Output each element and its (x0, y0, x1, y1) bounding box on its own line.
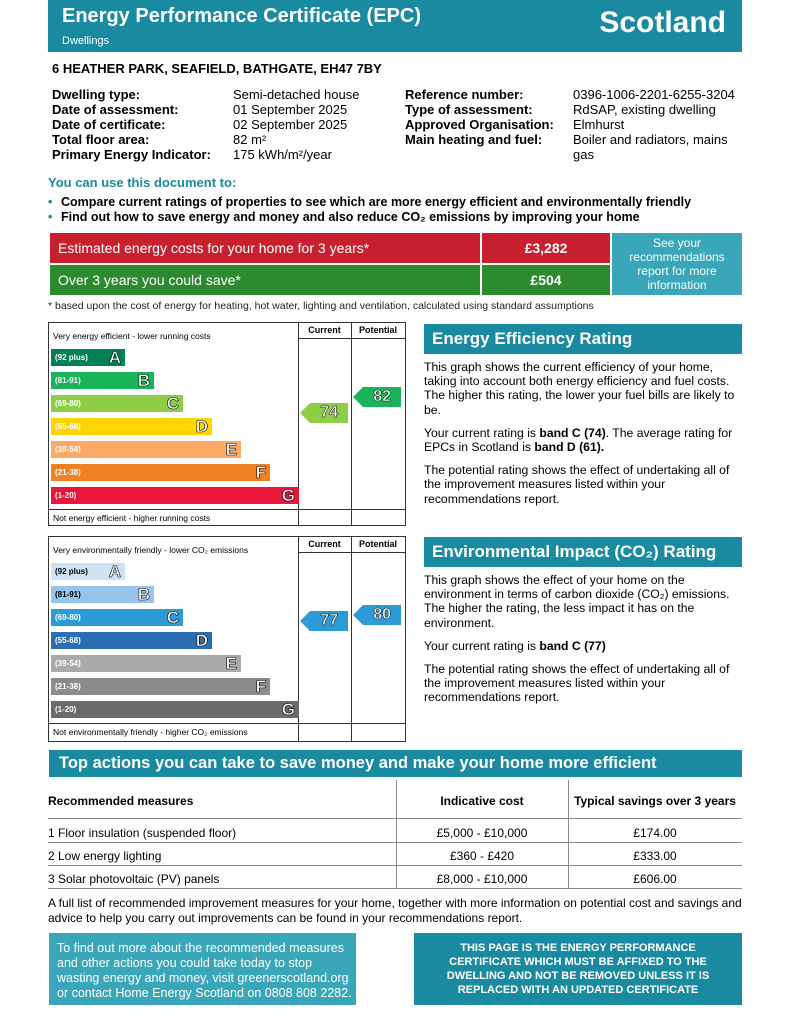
table-row-cost: £8,000 - £10,000 (436, 872, 528, 886)
savings-label: Over 3 years you could save* (58, 272, 241, 288)
eer-p2-c: . The average rating for EPCs in Scotland is (424, 425, 733, 455)
band-range: (1-20) (55, 491, 77, 500)
detail-label: Total floor area: (52, 132, 150, 147)
band-letter: G (281, 700, 295, 719)
rating-band-g (51, 487, 299, 504)
rating-band-c (51, 609, 183, 626)
potential-rating-value: 82 (373, 387, 391, 405)
potential-header: Potential (358, 539, 397, 549)
potential-header: Potential (358, 325, 397, 335)
band-letter: A (108, 562, 121, 581)
current-rating-value: 77 (320, 611, 338, 629)
band-range: (55-68) (55, 422, 81, 431)
rating-band-d (51, 418, 212, 435)
savings-value: £504 (530, 272, 562, 288)
recommendations-note: A full list of recommended improvement measures for your home, together with more information on potential cost and savings and advice to help you carry out improvements can be found in your recommendations report. (48, 896, 742, 925)
detail-value: 02 September 2025 (233, 117, 348, 132)
footer-divider (49, 723, 405, 724)
eir-p2-a: Your current rating is (424, 638, 540, 653)
property-address: 6 HEATHER PARK, SEAFIELD, BATHGATE, EH47 7BY (52, 61, 382, 76)
band-range: (1-20) (55, 705, 77, 714)
potential-rating-value: 80 (373, 606, 391, 623)
details-right (405, 87, 745, 162)
detail-label: Date of certificate: (52, 117, 166, 132)
environmental-impact-chart (48, 536, 406, 742)
detail-label: Approved Organisation: (405, 117, 554, 132)
energy-efficiency-heading: Energy Efficiency Rating (424, 324, 742, 354)
band-letter: C (166, 394, 179, 413)
chart-top-label: Very energy efficient - lower running costs (53, 331, 211, 341)
cost-footnote: * based upon the cost of energy for heating, hot water, lighting and ventilation, calculated using standard assumptions (48, 300, 594, 312)
detail-row (52, 117, 392, 132)
use-bullets (48, 195, 691, 225)
band-range: (39-54) (55, 659, 81, 668)
greener-scotland-box (49, 933, 356, 1005)
band-range: (81-91) (55, 590, 81, 599)
details-left (52, 87, 392, 162)
detail-row (405, 87, 745, 102)
table-row-measure: 3 Solar photovoltaic (PV) panels (48, 872, 220, 886)
current-rating-pointer (300, 403, 348, 423)
savings-header: Typical savings over 3 years (574, 794, 736, 808)
eer-p2-a: Your current rating is (424, 425, 540, 440)
detail-label: Date of assessment: (52, 102, 179, 117)
row-line (48, 818, 742, 819)
table-row-measure: 1 Floor insulation (suspended floor) (48, 826, 237, 840)
chart-bottom-label: Not environmentally friendly - higher CO₂ emissions (53, 727, 248, 737)
detail-row (52, 102, 392, 117)
rating-band-d (51, 632, 212, 649)
rating-band-c (51, 395, 183, 412)
band-letter: E (225, 654, 237, 673)
detail-value: 0396-1006-2201-6255-3204 (573, 87, 735, 102)
band-letter: B (137, 585, 150, 604)
environmental-impact-text (424, 573, 742, 714)
region-label: Scotland (599, 6, 726, 39)
see-recommendations-text: See your recommendations report for more information (629, 236, 725, 292)
eer-paragraph-3: The potential rating shows the effect of undertaking all of the improvement measures listed within your recommendations report. (424, 463, 730, 506)
band-range: (21-38) (55, 468, 81, 477)
eer-current-band: band C (74) (539, 425, 606, 440)
header-divider (298, 338, 405, 339)
detail-row (52, 147, 392, 162)
eir-paragraph-2 (424, 639, 742, 653)
footer-divider (49, 509, 405, 510)
top-actions-heading (49, 750, 742, 777)
current-header: Current (308, 539, 341, 549)
certificate-subtitle: Dwellings (62, 35, 110, 47)
table-row-cost: £360 - £420 (449, 849, 515, 863)
band-range: (92 plus) (55, 567, 88, 576)
table-row-measure: 2 Low energy lighting (48, 849, 162, 863)
energy-efficiency-text (424, 360, 742, 515)
environmental-impact-heading: Environmental Impact (CO₂) Rating (424, 537, 742, 567)
certificate-notice-box (414, 933, 742, 1005)
detail-row (405, 117, 745, 132)
band-range: (69-80) (55, 613, 81, 622)
band-range: (92 plus) (55, 353, 88, 362)
estimated-cost-value: £3,282 (524, 240, 568, 256)
detail-row (405, 102, 745, 117)
chart-bottom-label: Not energy efficient - higher running costs (53, 513, 211, 523)
eer-paragraph-1: This graph shows the current efficiency of your home, taking into account both energy efficiency and fuel costs. The higher this rating, the lower your fuel bills are likely to be. (424, 360, 735, 417)
band-letter: A (108, 348, 121, 367)
band-letter: F (255, 677, 266, 696)
band-letter: B (137, 371, 150, 390)
column-divider (351, 323, 352, 525)
detail-value: Semi-detached house (233, 87, 360, 102)
savings-value-cell (482, 265, 610, 295)
rating-band-a (51, 563, 125, 580)
band-letter: F (255, 463, 266, 482)
rating-band-e (51, 441, 241, 458)
row-line (48, 888, 742, 889)
eer-average-band: band D (61). (534, 440, 605, 455)
detail-value: 175 kWh/m²/year (233, 147, 332, 162)
potential-rating-pointer (353, 605, 401, 625)
detail-row (52, 132, 392, 147)
potential-rating-pointer (353, 387, 401, 407)
certificate-title: Energy Performance Certificate (EPC) (62, 5, 422, 27)
row-line (48, 842, 742, 843)
band-range: (21-38) (55, 682, 81, 691)
table-row-cost: £5,000 - £10,000 (436, 826, 528, 840)
current-rating-pointer (300, 611, 348, 631)
table-row-saving: £606.00 (633, 872, 677, 886)
band-range: (81-91) (55, 376, 81, 385)
band-letter: D (195, 631, 208, 650)
rating-band-a (51, 349, 125, 366)
detail-row (52, 87, 392, 102)
column-divider (351, 537, 352, 741)
chart-top-label: Very environmentally friendly - lower CO₂ emissions (53, 545, 249, 555)
see-recommendations-box (612, 233, 742, 295)
cost-header: Indicative cost (440, 794, 524, 808)
header-divider (298, 552, 405, 553)
estimated-cost-label: Estimated energy costs for your home for 3 years* (58, 240, 370, 256)
row-line (48, 865, 742, 866)
detail-label: Reference number: (405, 87, 524, 102)
band-letter: D (195, 417, 208, 436)
detail-value: 01 September 2025 (233, 102, 348, 117)
current-header: Current (308, 325, 341, 335)
eir-paragraph-1: This graph shows the effect of your home on the environment in terms of carbon dioxide (CO₂) emissions. The higher the rating, the less impact it has on the environment. (424, 573, 730, 630)
band-range: (39-54) (55, 445, 81, 454)
estimated-cost-label-cell (50, 233, 480, 263)
detail-row (405, 132, 745, 162)
estimated-cost-value-cell (482, 233, 610, 263)
band-range: (55-68) (55, 636, 81, 645)
rating-band-e (51, 655, 241, 672)
rating-band-f (51, 464, 270, 481)
detail-value: Elmhurst (573, 117, 625, 132)
band-letter: E (225, 440, 237, 459)
detail-label: Primary Energy Indicator: (52, 147, 211, 162)
current-rating-value: 74 (320, 403, 338, 421)
savings-label-cell (50, 265, 480, 295)
detail-value: RdSAP, existing dwelling (573, 102, 716, 117)
band-range: (69-80) (55, 399, 81, 408)
top-actions-title: Top actions you can take to save money and make your home more efficient (59, 754, 657, 772)
use-heading: You can use this document to: (48, 175, 237, 190)
detail-label: Main heating and fuel: (405, 132, 543, 147)
detail-label: Type of assessment: (405, 102, 533, 117)
detail-value: 82 m² (233, 132, 267, 147)
detail-label: Dwelling type: (52, 87, 141, 102)
greener-scotland-text: To find out more about the recommended measures and other actions you could take today to stop wasting energy and money, visit greenerscotland.org or contact Home Energy Scotland on 0808 808 2282. (57, 941, 352, 1000)
table-row-saving: £333.00 (633, 849, 677, 863)
band-letter: C (166, 608, 179, 627)
detail-value: Boiler and radiators, mains gas (573, 132, 728, 162)
energy-efficiency-chart (48, 322, 406, 526)
table-row-saving: £174.00 (633, 826, 677, 840)
certificate-notice-text: THIS PAGE IS THE ENERGY PERFORMANCE CERTIFICATE WHICH MUST BE AFFIXED TO THE DWELLING AND NOT BE REMOVED UNLESS IT IS REPLACED WITH AN UPDATED CERTIFICATE (446, 942, 710, 996)
eir-paragraph-3: The potential rating shows the effect of undertaking all of the improvement measures listed within your recommendations report. (424, 662, 730, 705)
band-letter: G (281, 486, 295, 505)
bullet-item: • Compare current ratings of properties to see which are more energy efficient and environmentally friendly (48, 195, 691, 210)
rating-band-b (51, 586, 154, 603)
rating-band-b (51, 372, 154, 389)
rating-band-g (51, 701, 299, 718)
rating-band-f (51, 678, 270, 695)
measures-header: Recommended measures (48, 794, 194, 808)
eer-paragraph-2 (424, 426, 742, 454)
epc-header (48, 0, 742, 52)
bullet-item: • Find out how to save energy and money and also reduce CO₂ emissions by improving your home (48, 210, 691, 225)
eir-current-band: band C (77) (539, 638, 606, 653)
